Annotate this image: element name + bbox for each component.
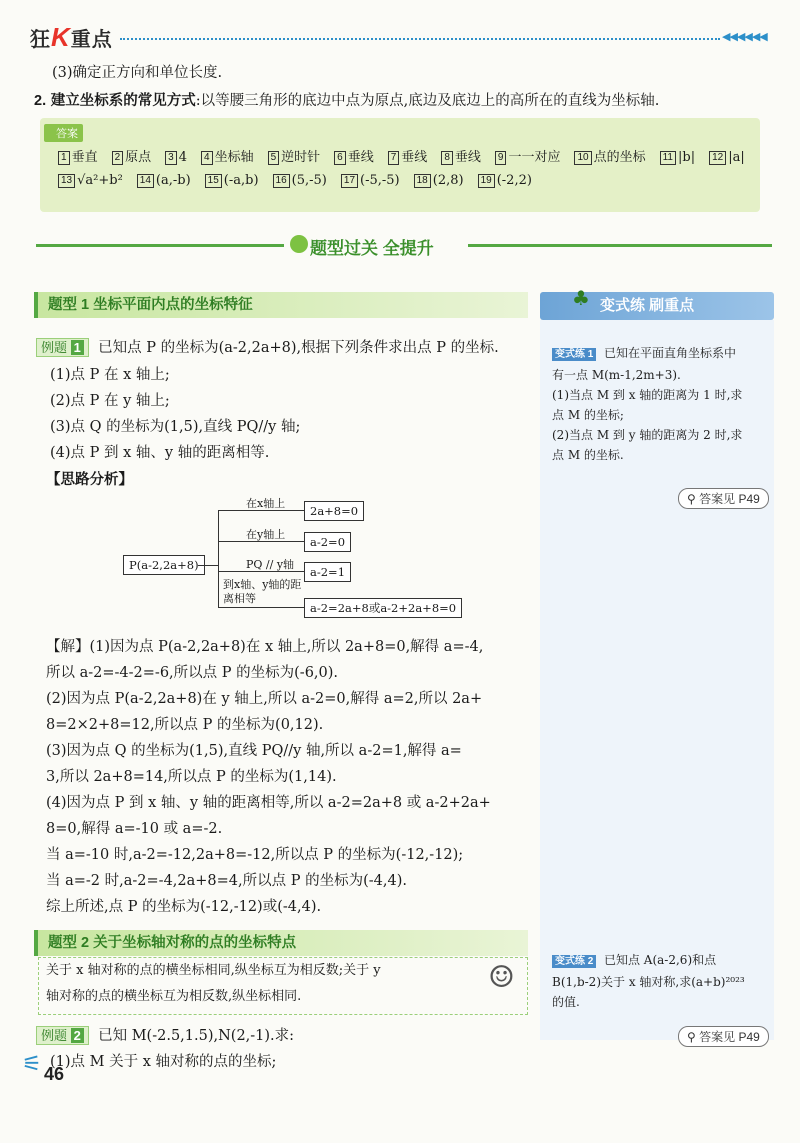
answer-text: (-a,b) — [223, 173, 259, 188]
answer-text: 原点 — [125, 150, 152, 165]
answer-number: 13 — [58, 174, 75, 188]
practice1-label: 变式练 — [555, 349, 585, 360]
answer-item — [341, 173, 400, 188]
solution-line-3: (2)因为点 P(a-2,2a+8)在 y 轴上,所以 a-2=0,解得 a=2,所以 2a+ — [46, 691, 483, 707]
solution-line-1: 【解】(1)因为点 P(a-2,2a+8)在 x 轴上,所以 2a+8=0,解得 a=-4, — [46, 639, 484, 655]
topic2-note-line-2: 轴对称的点的横坐标互为相反数,纵坐标相同. — [46, 989, 302, 1004]
mindmap-cond-4: 到x轴、y轴的距离相等 — [223, 578, 302, 605]
topic2-header — [34, 930, 528, 956]
logo-suffix: 重点 — [70, 29, 113, 51]
page-corner-icon: ⚟ — [22, 1052, 42, 1077]
section-banner-title: 题型过关 全提升 — [310, 239, 434, 258]
answer-number: 11 — [660, 151, 676, 165]
mindmap-branch-4 — [218, 607, 304, 608]
answer-number: 18 — [414, 174, 431, 188]
answer-text: |b| — [678, 150, 696, 165]
answer-text: (a,-b) — [155, 173, 191, 188]
example1-label: 例题 — [41, 340, 68, 355]
example2-item1: (1)点 M 关于 x 轴对称的点的坐标; — [50, 1054, 277, 1070]
mindmap-result-1: 2a+8=0 — [304, 501, 364, 521]
answer-item — [495, 150, 561, 165]
page-number: 46 — [44, 1064, 65, 1084]
mindmap-root: P(a-2,2a+8) — [123, 555, 205, 575]
key-icon: ⚲ — [687, 492, 696, 506]
example1-tag — [36, 338, 89, 357]
answer-item — [478, 173, 532, 188]
answer-number: 8 — [441, 151, 453, 165]
answer-number: 7 — [388, 151, 400, 165]
answer-item — [574, 150, 645, 165]
mindmap-result-4: a-2=2a+8或a-2+2a+8=0 — [304, 598, 462, 618]
practice2-number: 2 — [587, 956, 594, 967]
answer-number: 9 — [495, 151, 507, 165]
mindmap-cond-1: 在x轴上 — [246, 497, 286, 510]
solution-line-5: (3)因为点 Q 的坐标为(1,5),直线 PQ//y 轴,所以 a-2=1,解得 a= — [46, 743, 462, 759]
answer-row-2 — [58, 173, 546, 188]
banner-line-left — [36, 244, 284, 247]
see-answer-1-label: 答案见 P49 — [699, 492, 760, 506]
example2 — [36, 1025, 294, 1047]
mindmap-cond-3: PQ // y轴 — [246, 558, 295, 571]
solution-line-6: 3,所以 2a+8=14,所以点 P 的坐标为(1,14). — [46, 769, 337, 785]
answer-text: 垂线 — [454, 150, 481, 165]
answer-item — [660, 150, 695, 165]
solution-line-10: 当 a=-2 时,a-2=-4,2a+8=4,所以点 P 的坐标为(-4,4). — [46, 873, 407, 889]
banner-line-right — [468, 244, 772, 247]
practice2-tag — [552, 955, 596, 968]
answer-number: 17 — [341, 174, 358, 188]
answer-item — [165, 150, 187, 165]
key-icon: ⚲ — [687, 1030, 696, 1044]
answer-number: 2 — [112, 151, 124, 165]
answer-item — [441, 150, 481, 165]
answer-number: 19 — [478, 174, 495, 188]
answer-number: 12 — [709, 151, 726, 165]
answer-item — [58, 150, 98, 165]
answer-text: 垂直 — [71, 150, 98, 165]
practice1-number: 1 — [587, 349, 594, 360]
mindmap-result-2: a-2=0 — [304, 532, 351, 552]
answer-item — [268, 150, 321, 165]
topic2-title: 题型 2 关于坐标轴对称的点的坐标特点 — [48, 935, 297, 951]
solution-line-2: 所以 a-2=-4-2=-6,所以点 P 的坐标为(-6,0). — [46, 665, 339, 681]
thinker-illustration-icon: ☺ — [488, 960, 515, 995]
example2-tag — [36, 1026, 89, 1045]
item2-number: 2. — [34, 93, 47, 109]
header-dotted-line — [120, 38, 720, 40]
see-answer-link-1[interactable] — [678, 488, 769, 509]
practice1-line-3: (1)当点 M 到 x 轴的距离为 1 时,求 — [552, 388, 743, 402]
example1-item3: (3)点 Q 的坐标为(1,5),直线 PQ//y 轴; — [50, 419, 301, 435]
answer-item — [709, 150, 745, 165]
answer-item — [137, 173, 191, 188]
item2-text: :以等腰三角形的底边中点为原点,底边及底边上的高所在的直线为坐标轴. — [195, 93, 660, 109]
answer-text: 逆时针 — [281, 150, 321, 165]
answer-number: 10 — [574, 151, 591, 165]
practice1-tag — [552, 348, 596, 361]
practice2-line-1: 已知点 A(a-2,6)和点 — [603, 953, 717, 967]
answer-item — [112, 150, 152, 165]
answer-text: 垂线 — [347, 150, 374, 165]
practice1-line-4: 点 M 的坐标; — [552, 408, 624, 422]
brand-logo — [30, 22, 113, 53]
solution-line-8: 8=0,解得 a=-10 或 a=-2. — [46, 821, 223, 837]
item2-heading: 建立坐标系的常见方式 — [50, 93, 196, 109]
answer-item — [334, 150, 374, 165]
solution-line-11: 综上所述,点 P 的坐标为(-12,-12)或(-4,4). — [46, 899, 322, 915]
answer-text: √a²+b² — [77, 173, 123, 188]
practice2-line-3: 的值. — [552, 995, 580, 1009]
example2-question: 已知 M(-2.5,1.5),N(2,-1).求: — [98, 1028, 295, 1044]
banner-swirl-icon — [290, 235, 308, 253]
mindmap-connector — [198, 565, 218, 566]
header-arrows-icon: ◀◀◀◀◀◀ — [722, 30, 767, 43]
example2-number: 2 — [71, 1028, 84, 1043]
solution-line-9: 当 a=-10 时,a-2=-12,2a+8=-12,所以点 P 的坐标为(-12,-12); — [46, 847, 464, 863]
answer-text: 4 — [178, 150, 187, 165]
intro-item2 — [34, 90, 659, 112]
answer-number: 4 — [201, 151, 213, 165]
answer-number: 6 — [334, 151, 346, 165]
example1-question: 已知点 P 的坐标为(a-2,2a+8),根据下列条件求出点 P 的坐标. — [98, 340, 499, 356]
answer-text: |a| — [728, 150, 745, 165]
example1-number: 1 — [71, 340, 84, 355]
practice1-line-2: 有一点 M(m-1,2m+3). — [552, 368, 681, 382]
intro-item3: (3)确定正方向和单位长度. — [52, 65, 223, 81]
answer-text: (-2,2) — [496, 173, 532, 188]
topic1-header — [34, 292, 528, 318]
example1-item1: (1)点 P 在 x 轴上; — [50, 367, 170, 383]
answer-box — [40, 118, 760, 212]
see-answer-link-2[interactable] — [678, 1026, 769, 1047]
answer-text: (5,-5) — [291, 173, 327, 188]
answer-item — [273, 173, 327, 188]
answer-tag: 答案 — [44, 124, 83, 142]
reader-illustration-icon: ♣ — [572, 286, 590, 310]
answer-item — [388, 150, 428, 165]
practice1-line-6: 点 M 的坐标. — [552, 448, 624, 462]
practice-header-title: 变式练 刷重点 — [600, 297, 695, 314]
practice2-line-2: B(1,b-2)关于 x 轴对称,求(a+b)²⁰²³ — [552, 975, 745, 989]
practice1-line-1: 已知在平面直角坐标系中 — [603, 346, 736, 360]
answer-text: 一一对应 — [508, 150, 561, 165]
mindmap-cond-2: 在y轴上 — [246, 528, 286, 541]
answer-item — [205, 173, 259, 188]
answer-text: (-5,-5) — [360, 173, 400, 188]
topic2-note-line-1: 关于 x 轴对称的点的横坐标相同,纵坐标互为相反数;关于 y — [46, 963, 381, 978]
topic1-title: 题型 1 坐标平面内点的坐标特征 — [48, 297, 253, 313]
answer-text: 垂线 — [401, 150, 428, 165]
answer-item — [414, 173, 464, 188]
example1 — [36, 337, 499, 359]
answer-item — [201, 150, 254, 165]
answer-number: 16 — [273, 174, 290, 188]
example2-label: 例题 — [41, 1028, 68, 1043]
answer-number: 1 — [58, 151, 70, 165]
answer-number: 14 — [137, 174, 154, 188]
mindmap-trunk — [218, 510, 219, 608]
analysis-title: 【思路分析】 — [46, 472, 133, 488]
example1-item2: (2)点 P 在 y 轴上; — [50, 393, 170, 409]
answer-item — [58, 173, 123, 188]
solution-line-4: 8=2×2+8=12,所以点 P 的坐标为(0,12). — [46, 717, 324, 733]
practice-1 — [552, 343, 770, 465]
answer-number: 15 — [205, 174, 222, 188]
example1-item4: (4)点 P 到 x 轴、y 轴的距离相等. — [50, 445, 270, 461]
answer-row-1 — [58, 146, 759, 165]
answer-number: 5 — [268, 151, 280, 165]
logo-prefix: 狂 — [30, 29, 51, 51]
practice2-label: 变式练 — [555, 956, 585, 967]
answer-text: 点的坐标 — [593, 150, 646, 165]
practice1-line-5: (2)当点 M 到 y 轴的距离为 2 时,求 — [552, 428, 743, 442]
answer-text: 坐标轴 — [214, 150, 254, 165]
practice-2 — [552, 950, 770, 1012]
mindmap-result-3: a-2=1 — [304, 562, 351, 582]
answer-number: 3 — [165, 151, 177, 165]
logo-k: K — [51, 22, 71, 52]
see-answer-2-label: 答案见 P49 — [699, 1030, 760, 1044]
answer-text: (2,8) — [432, 173, 464, 188]
solution-line-7: (4)因为点 P 到 x 轴、y 轴的距离相等,所以 a-2=2a+8 或 a-2+2a+ — [46, 795, 491, 811]
